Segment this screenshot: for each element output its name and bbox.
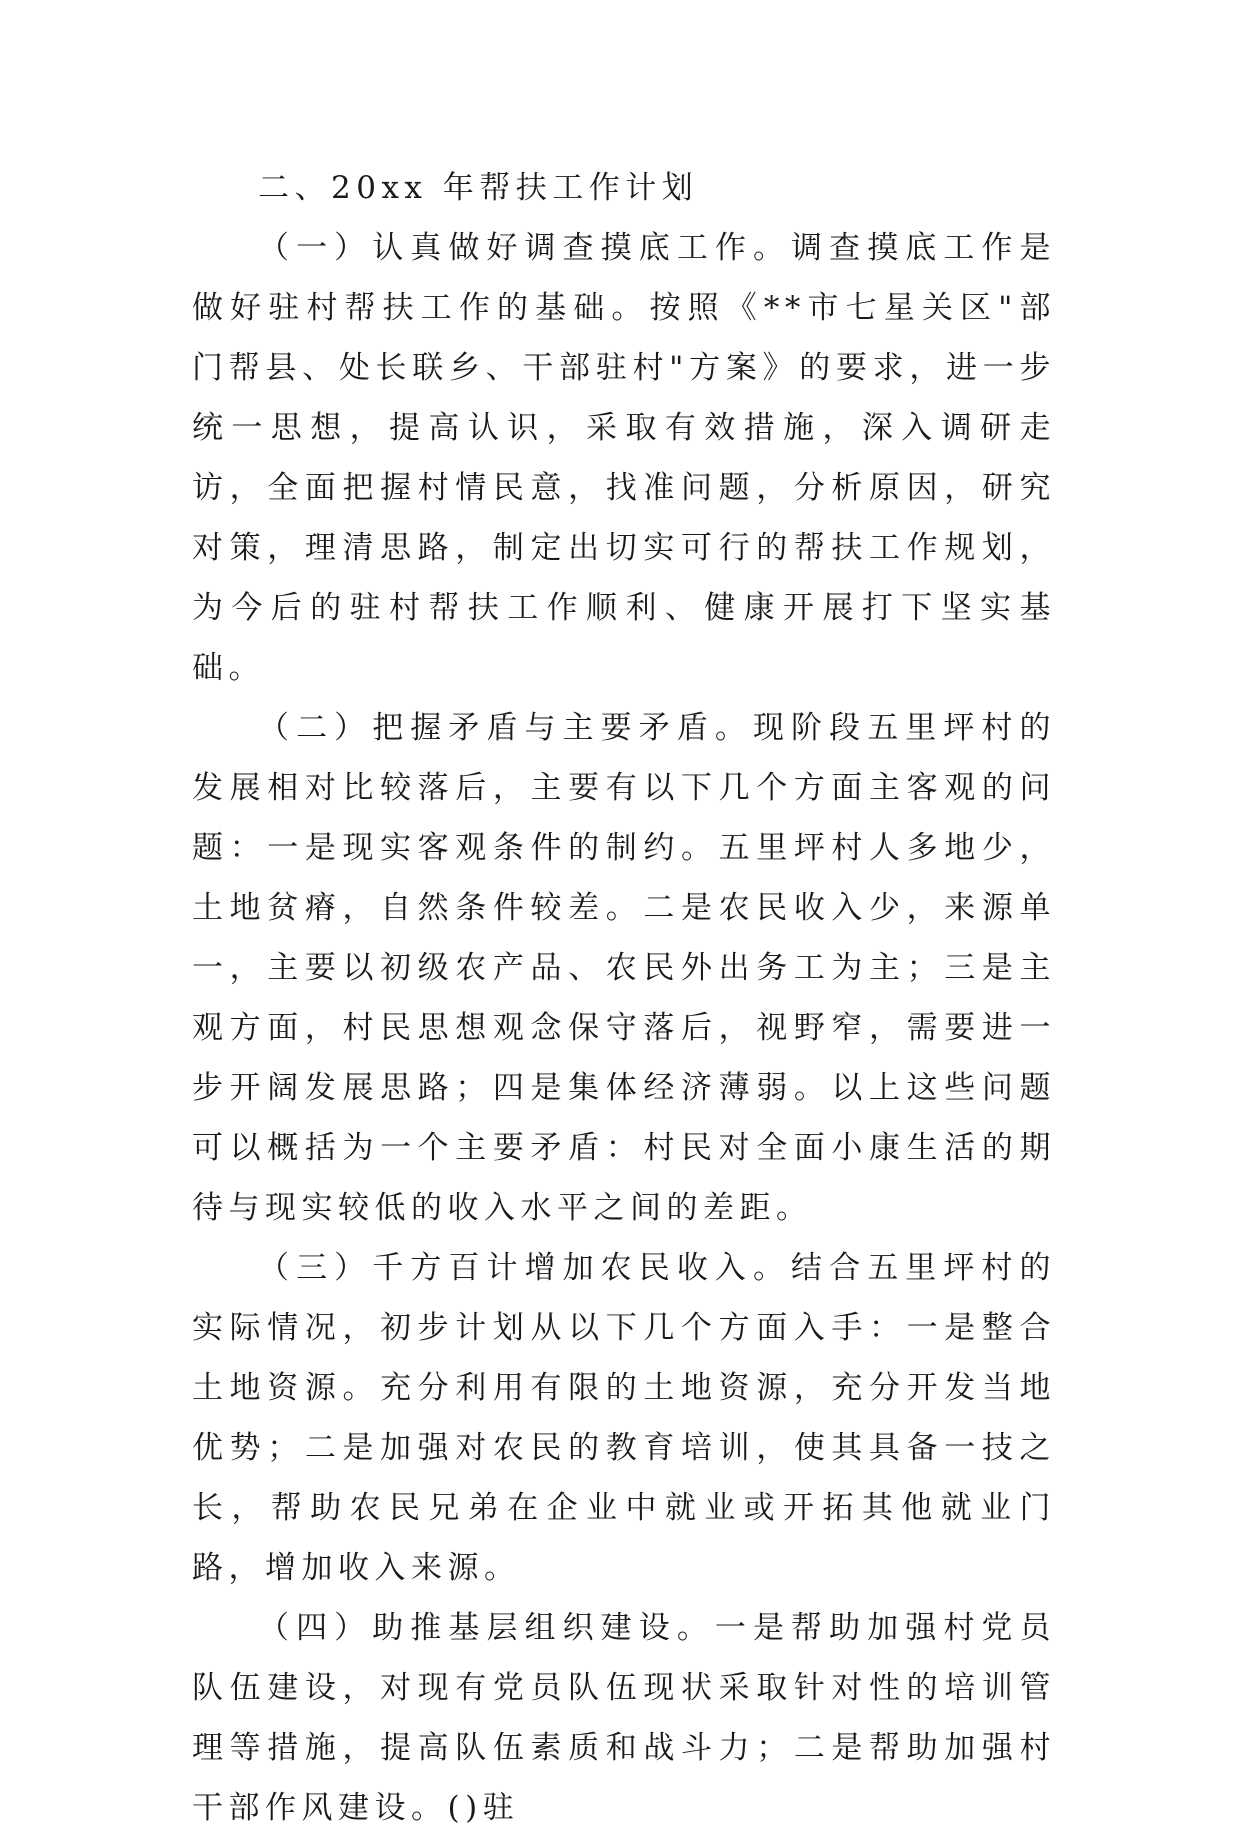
- paragraph-1: （一）认真做好调查摸底工作。调查摸底工作是做好驻村帮扶工作的基础。按照《**市七星关区"部门帮县、处长联乡、干部驻村"方案》的要求，进一步统一思想，提高认识，采取有效措施，深入调研走访，全面把握村情民意，找准问题，分析原因，研究对策，理清思路，制定出切实可行的帮扶工作规划，为今后的驻村帮扶工作顺利、健康开展打下坚实基础。: [192, 230, 1056, 686]
- paragraph-3: （三）千方百计增加农民收入。结合五里坪村的实际情况，初步计划从以下几个方面入手：一是整合土地资源。充分利用有限的土地资源，充分开发当地优势；二是加强对农民的教育培训，使其具备一技之长，帮助农民兄弟在企业中就业或开拓其他就业门路，增加收入来源。: [192, 1250, 1056, 1586]
- paragraph-2: （二）把握矛盾与主要矛盾。现阶段五里坪村的发展相对比较落后，主要有以下几个方面主客观的问题：一是现实客观条件的制约。五里坪村人多地少，土地贫瘠，自然条件较差。二是农民收入少，来源单一，主要以初级农产品、农民外出务工为主；三是主观方面，村民思想观念保守落后，视野窄，需要进一步开阔发展思路；四是集体经济薄弱。以上这些问题可以概括为一个主要矛盾：村民对全面小康生活的期待与现实较低的收入水平之间的差距。: [192, 710, 1056, 1226]
- document-body: [192, 158, 1056, 1838]
- paragraph-4: （四）助推基层组织建设。一是帮助加强村党员队伍建设，对现有党员队伍现状采取针对性的培训管理等措施，提高队伍素质和战斗力；二是帮助加强村干部作风建设。()驻: [192, 1610, 1056, 1826]
- section-heading: 二、20xx 年帮扶工作计划: [258, 170, 699, 206]
